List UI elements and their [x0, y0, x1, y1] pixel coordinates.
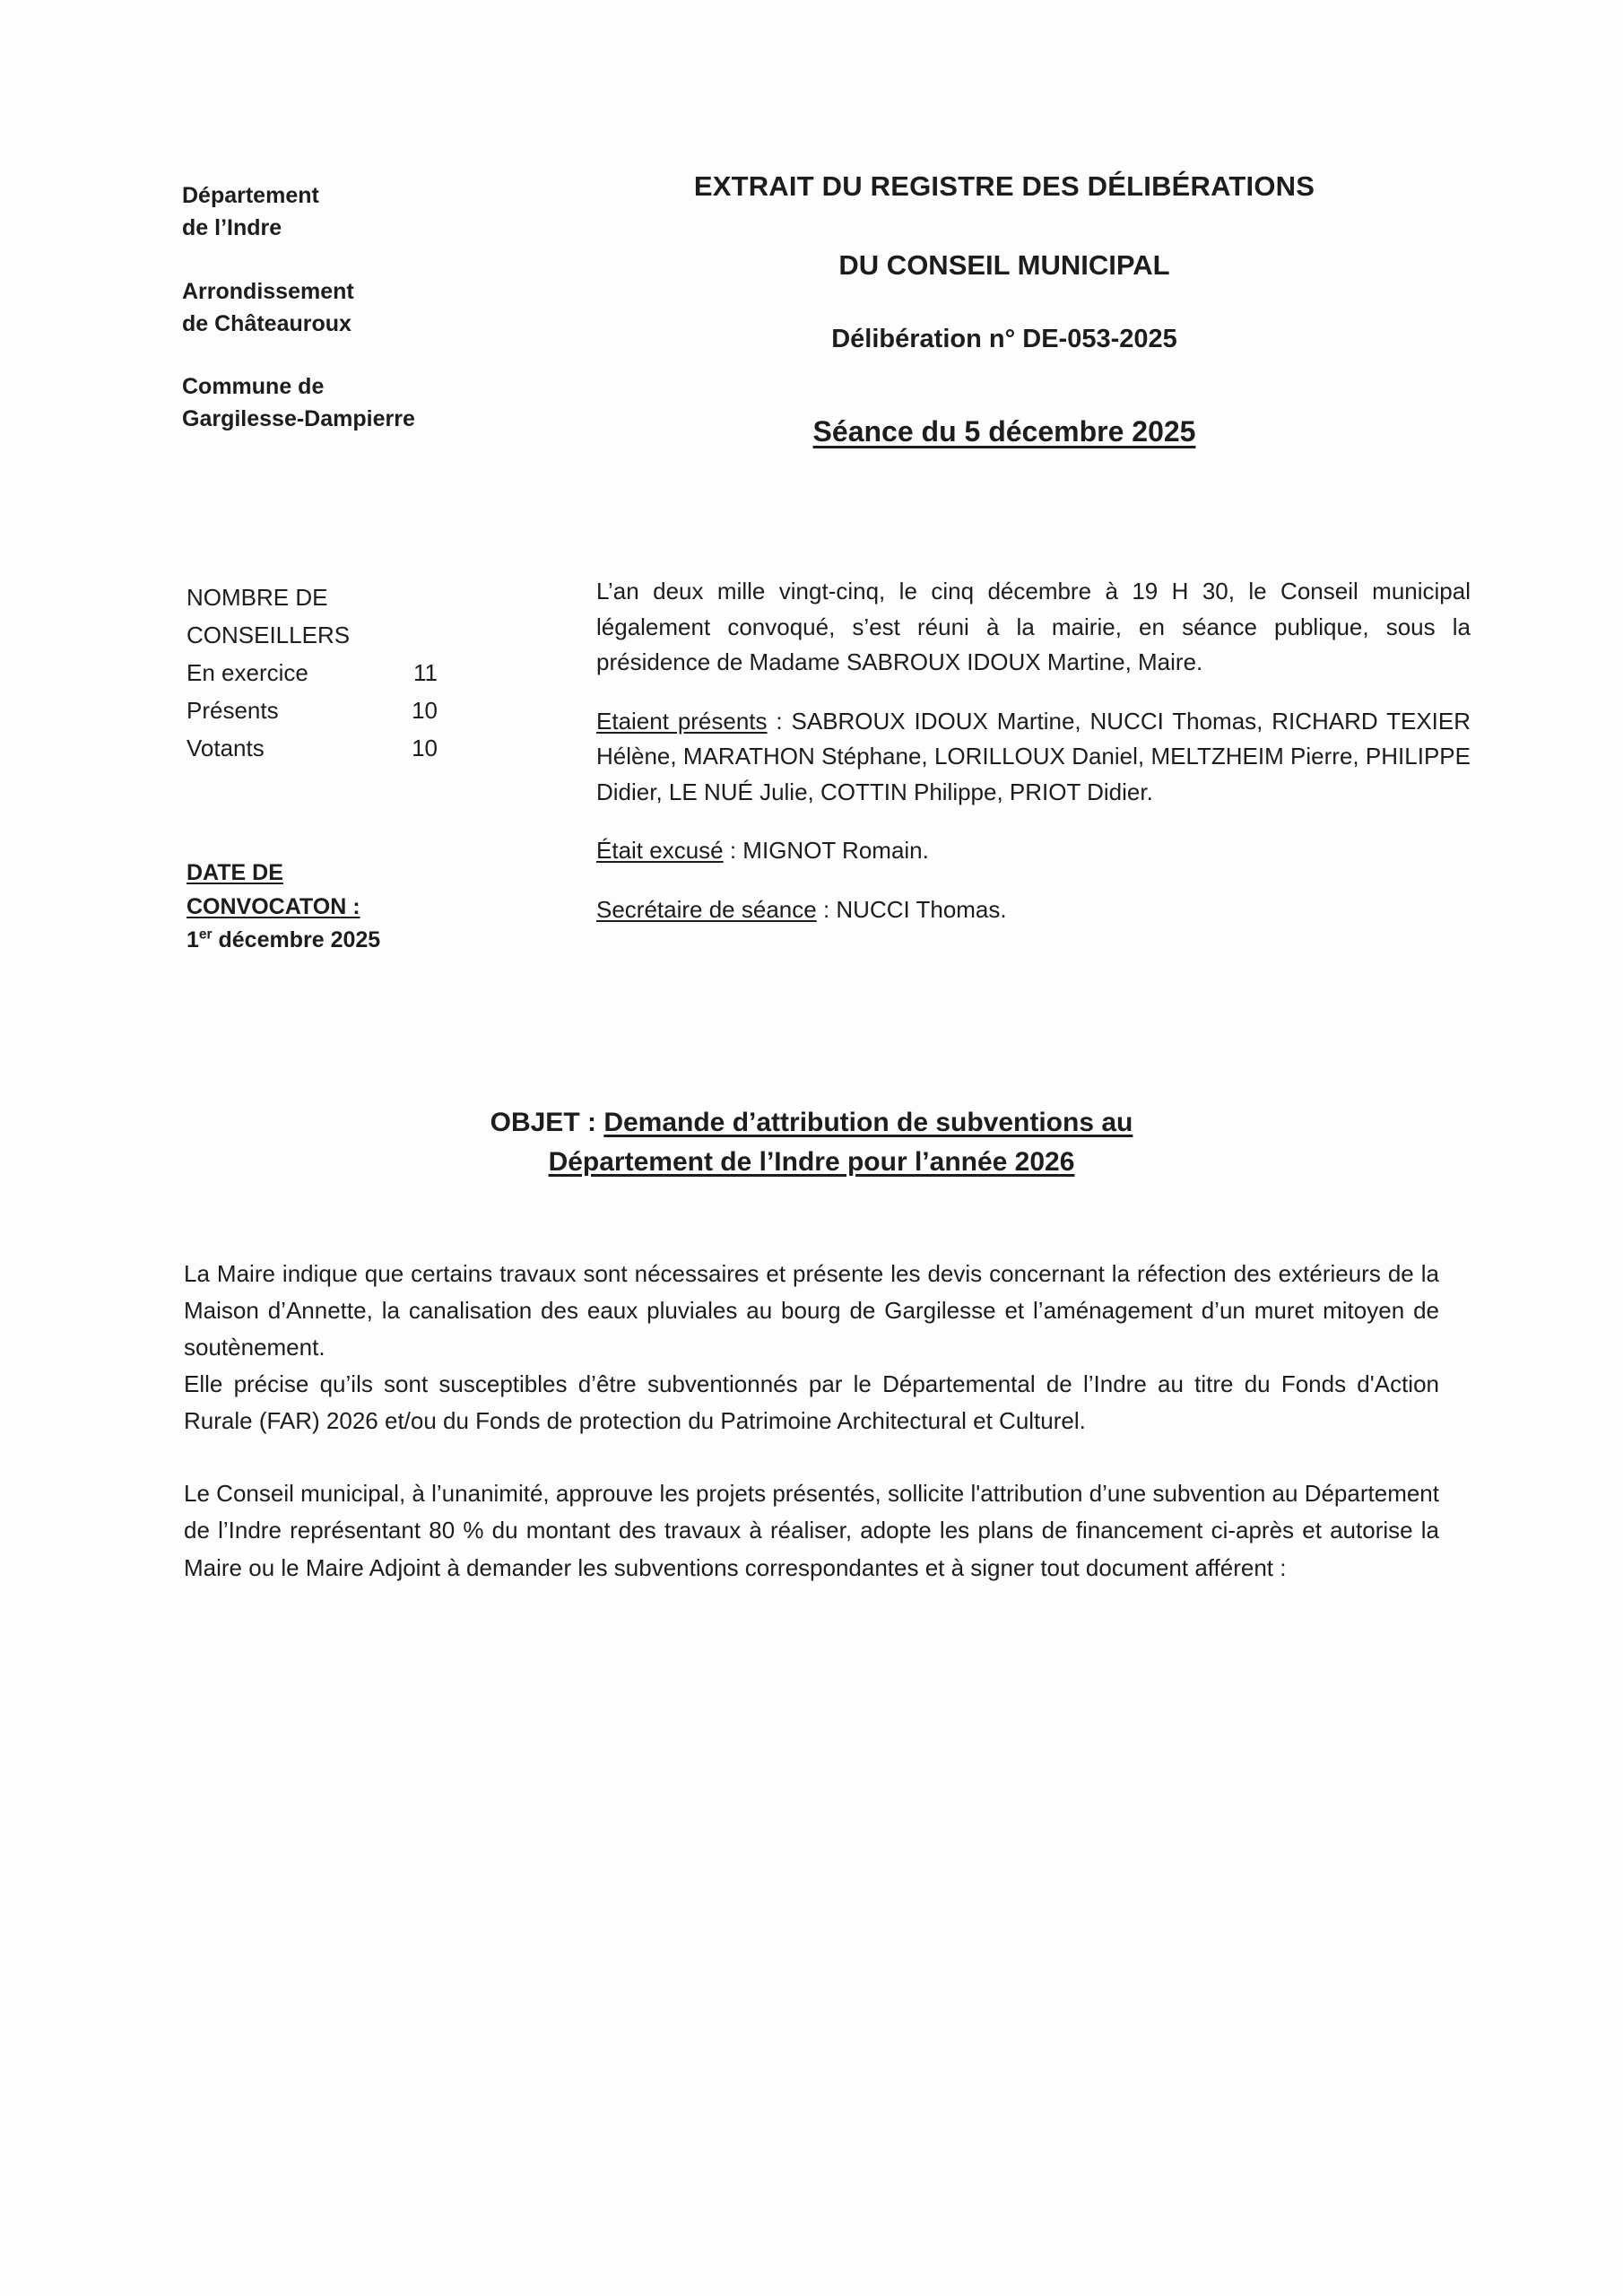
document-subtitle: DU CONSEIL MUNICIPAL [838, 249, 1170, 281]
arrondissement-block [182, 275, 451, 341]
convocation-date [187, 924, 518, 958]
convocation-date-number: 1 [187, 927, 199, 952]
intro-paragraph-secretary [596, 892, 1471, 928]
commune-block [182, 370, 451, 436]
intro-paragraph-excused [596, 833, 1471, 869]
header-left-column [182, 179, 451, 466]
department-line-2: de l’Indre [182, 215, 282, 241]
deliberation-number: Délibération n° DE-053-2025 [831, 325, 1177, 353]
count-label: Présents [187, 697, 279, 725]
arrondissement-line-1: Arrondissement [182, 278, 354, 304]
objet-heading [188, 1103, 1435, 1181]
objet-line-1: Demande d’attribution de subventions au [603, 1108, 1133, 1137]
present-label: Etaient présents [596, 707, 768, 735]
count-row-votants [187, 729, 518, 767]
intro-paragraph-present [596, 704, 1471, 811]
body-paragraph-2: Elle précise qu’ils sont susceptibles d’être subventionnés par le Départemental de l’Indre au titre du Fonds d'Action Rurale (FAR) 2026 et/ou du Fonds de protection du Patrimoine Architectural et Culturel. [184, 1370, 1439, 1435]
count-label: En exercice [187, 659, 308, 687]
objet-prefix: OBJET : [490, 1108, 604, 1137]
councillor-counts [187, 578, 518, 768]
count-value: 10 [412, 697, 438, 725]
body-paragraph-3: Le Conseil municipal, à l’unanimité, approuve les projets présentés, sollicite l'attribution d’une subvention au Département de l’Indre représentant 80 % du montant des travaux à réaliser, adopte les plans de financement ci-après et autorise la Maire ou le Maire Adjoint à demander les subventions correspondantes et à signer tout document afférent : [184, 1480, 1439, 1581]
count-value: 10 [412, 735, 438, 762]
convocation-date-ordinal: er [198, 926, 213, 943]
secretary-label: Secrétaire de séance [596, 895, 817, 923]
count-value: 11 [413, 659, 438, 687]
department-block [182, 179, 451, 245]
body-paragraph-1: La Maire indique que certains travaux sont nécessaires et présente les devis concernant la réfection des extérieurs de la Maison d’Annette, la canalisation des eaux pluviales au bourg de Gargilesse et l’aménagement d’un muret mitoyen de soutènement. [184, 1260, 1439, 1361]
convocation-label-line-1: DATE DE [187, 860, 283, 885]
department-line-1: Département [182, 183, 319, 208]
arrondissement-line-2: de Châteauroux [182, 310, 352, 336]
commune-line-1: Commune de [182, 374, 325, 399]
commune-line-2: Gargilesse-Dampierre [182, 406, 415, 432]
excused-list: : MIGNOT Romain. [723, 837, 929, 865]
count-row-presents [187, 691, 518, 729]
excused-label: Était excusé [596, 837, 724, 865]
intro-paragraph-opening: L’an deux mille vingt-cinq, le cinq décembre à 19 H 30, le Conseil municipal légalement convoqué, s’est réuni à la mairie, en séance publique, sous la présidence de Madame SABROUX IDOUX Martine, Maire. [596, 578, 1471, 676]
counts-heading-line-2: CONSEILLERS [187, 622, 351, 649]
count-row-en-exercice [187, 654, 518, 691]
present-list: : SABROUX IDOUX Martine, NUCCI Thomas, RICHARD TEXIER Hélène, MARATHON Stéphane, LORILLOUX Daniel, MELTZHEIM Pierre, PHILIPPE Didier, LE NUÉ Julie, COTTIN Philippe, PRIOT Didier. [596, 707, 1471, 805]
header-center-column [574, 170, 1435, 448]
objet-line-2: Département de l’Indre pour l’année 2026 [548, 1146, 1075, 1177]
count-label: Votants [187, 735, 265, 762]
convocation-date-month: décembre 2025 [212, 927, 381, 952]
counts-heading-line-1: NOMBRE DE [187, 584, 328, 611]
convocation-block [187, 857, 518, 958]
session-intro [596, 574, 1471, 927]
secretary-name: : NUCCI Thomas. [816, 895, 1007, 923]
deliberation-body [184, 1256, 1439, 1587]
session-date: Séance du 5 décembre 2025 [812, 415, 1196, 448]
document-title: EXTRAIT DU REGISTRE DES DÉLIBÉRATIONS [693, 170, 1315, 202]
convocation-label-line-2: CONVOCATON : [187, 893, 360, 919]
